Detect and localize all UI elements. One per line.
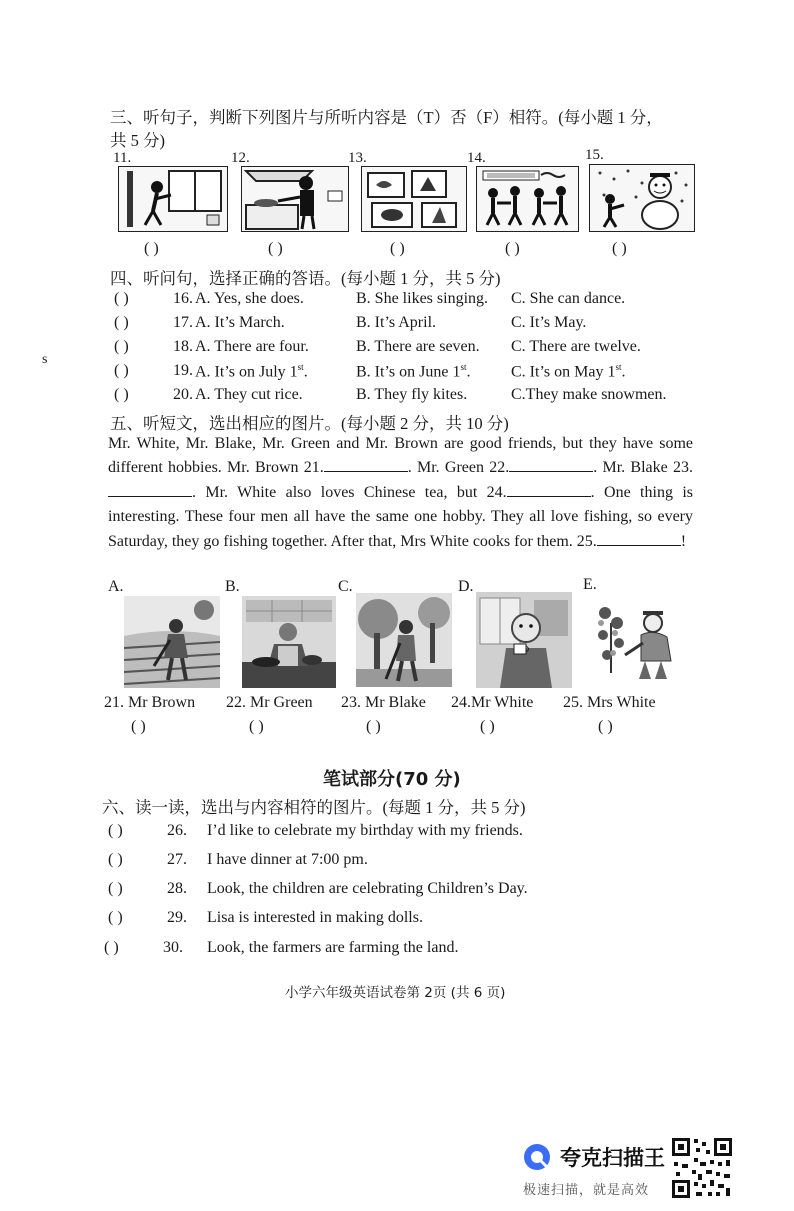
answer-paren[interactable]: ( ) bbox=[598, 718, 613, 735]
question-number: 29. bbox=[167, 909, 187, 926]
written-part-title: 笔试部分(70 分) bbox=[323, 769, 461, 790]
picture-label: 24.Mr White bbox=[451, 694, 534, 711]
option-a: A. Yes, she does. bbox=[195, 290, 304, 307]
item-number: 13. bbox=[348, 150, 367, 166]
answer-paren[interactable]: ( ) bbox=[114, 386, 129, 403]
item-number: 15. bbox=[585, 147, 604, 163]
question-number: 16. bbox=[173, 290, 193, 307]
picture-person-cooking bbox=[241, 166, 349, 232]
option-a: A. There are four. bbox=[195, 338, 309, 355]
option-a: A. They cut rice. bbox=[195, 386, 303, 403]
page-info: 小学六年级英语试卷第 2页 (共 6 页) bbox=[285, 985, 506, 1001]
answer-paren[interactable]: ( ) bbox=[114, 314, 129, 331]
blank-24[interactable] bbox=[507, 482, 591, 497]
question-text: Lisa is interested in making dolls. bbox=[207, 909, 423, 926]
option-letter: C. bbox=[338, 578, 353, 595]
picture-man-gardening-tree bbox=[356, 593, 452, 687]
scanner-brand-icon bbox=[522, 1142, 552, 1172]
question-text: I have dinner at 7:00 pm. bbox=[207, 851, 368, 868]
answer-paren[interactable]: ( ) bbox=[114, 362, 129, 379]
blank-22[interactable] bbox=[509, 457, 593, 472]
picture-label: 21. Mr Brown bbox=[104, 694, 196, 711]
picture-label: 25. Mrs White bbox=[563, 694, 656, 711]
blank-23[interactable] bbox=[108, 482, 192, 497]
passage: Mr. White, Mr. Blake, Mr. Green and Mr. Brown are good friends, but they have some different hobbies. Mr. Brown 21. . Mr. Green 22. . Mr. Blake 23.. Mr. White also loves Chinese tea, but 24. . One thing is interesting. These four men all have the same one hobby. They all love fishing, so every Saturday, they go fishing together. After that, Mrs White cooks for them. 25. ! bbox=[108, 435, 693, 550]
picture-children-dancing bbox=[476, 166, 579, 232]
picture-photo-album bbox=[361, 166, 467, 232]
answer-paren[interactable]: ( ) bbox=[144, 240, 159, 257]
option-b: B. It’s on June 1st. bbox=[356, 362, 471, 381]
item-number: 14. bbox=[467, 150, 486, 166]
option-letter: A. bbox=[108, 578, 124, 595]
option-letter: B. bbox=[225, 578, 240, 595]
item-number: 12. bbox=[231, 150, 250, 166]
section3-title-line1: 三、听句子，判断下列图片与所听内容是（T）否（F）相符。(每小题 1 分， bbox=[110, 108, 663, 127]
option-c: C. It’s on May 1st. bbox=[511, 362, 626, 381]
option-a: A. It’s on July 1st. bbox=[195, 362, 308, 381]
scanner-logo bbox=[522, 1142, 665, 1172]
blank-25[interactable] bbox=[597, 531, 681, 546]
answer-paren[interactable]: ( ) bbox=[108, 822, 123, 839]
picture-man-drinking-tea bbox=[476, 592, 572, 688]
question-number: 27. bbox=[167, 851, 187, 868]
question-text: Look, the farmers are farming the land. bbox=[207, 939, 459, 956]
question-text: Look, the children are celebrating Children’s Day. bbox=[207, 880, 528, 897]
answer-paren[interactable]: ( ) bbox=[108, 880, 123, 897]
scanner-slogan: 极速扫描，就是高效 bbox=[523, 1183, 650, 1198]
section5-title: 五、听短文，选出相应的图片。(每小题 2 分，共 10 分) bbox=[110, 414, 509, 433]
answer-paren[interactable]: ( ) bbox=[131, 718, 146, 735]
picture-person-at-window bbox=[118, 166, 228, 232]
option-b: B. There are seven. bbox=[356, 338, 480, 355]
question-number: 30. bbox=[163, 939, 183, 956]
option-c: C. She can dance. bbox=[511, 290, 626, 307]
picture-label: 23. Mr Blake bbox=[341, 694, 426, 711]
question-number: 17. bbox=[173, 314, 193, 331]
answer-paren[interactable]: ( ) bbox=[104, 939, 119, 956]
picture-snowman bbox=[589, 164, 695, 232]
answer-paren[interactable]: ( ) bbox=[505, 240, 520, 257]
option-a: A. It’s March. bbox=[195, 314, 285, 331]
section6-title: 六、读一读，选出与内容相符的图片。(每题 1 分，共 5 分) bbox=[102, 798, 526, 817]
answer-paren[interactable]: ( ) bbox=[108, 851, 123, 868]
answer-paren[interactable]: ( ) bbox=[114, 338, 129, 355]
option-b: B. They fly kites. bbox=[356, 386, 468, 403]
option-letter: D. bbox=[458, 578, 474, 595]
answer-paren[interactable]: ( ) bbox=[249, 718, 264, 735]
option-c: C.They make snowmen. bbox=[511, 386, 667, 403]
answer-paren[interactable]: ( ) bbox=[114, 290, 129, 307]
option-b: B. She likes singing. bbox=[356, 290, 489, 307]
answer-paren[interactable]: ( ) bbox=[480, 718, 495, 735]
question-number: 28. bbox=[167, 880, 187, 897]
answer-paren[interactable]: ( ) bbox=[390, 240, 405, 257]
option-c: C. It’s May. bbox=[511, 314, 587, 331]
scanner-brand-name: 夸克扫描王 bbox=[560, 1146, 665, 1170]
question-text: I’d like to celebrate my birthday with my friends. bbox=[207, 822, 523, 839]
question-number: 18. bbox=[173, 338, 193, 355]
answer-paren[interactable]: ( ) bbox=[268, 240, 283, 257]
answer-paren[interactable]: ( ) bbox=[366, 718, 381, 735]
picture-woman-cooking bbox=[242, 596, 336, 688]
margin-mark: s bbox=[42, 352, 48, 367]
option-letter: E. bbox=[583, 576, 597, 593]
question-number: 26. bbox=[167, 822, 187, 839]
option-c: C. There are twelve. bbox=[511, 338, 641, 355]
section4-title: 四、听问句，选择正确的答语。(每小题 1 分，共 5 分) bbox=[110, 269, 501, 288]
item-number: 11. bbox=[113, 150, 132, 166]
picture-man-planting-flowers bbox=[593, 593, 687, 687]
section3-title-line2: 共 5 分) bbox=[110, 131, 165, 150]
blank-21[interactable] bbox=[324, 457, 408, 472]
picture-man-farming-field bbox=[124, 596, 220, 688]
answer-paren[interactable]: ( ) bbox=[612, 240, 627, 257]
answer-paren[interactable]: ( ) bbox=[108, 909, 123, 926]
picture-label: 22. Mr Green bbox=[226, 694, 313, 711]
question-number: 20. bbox=[173, 386, 193, 403]
question-number: 19. bbox=[173, 362, 193, 379]
option-b: B. It’s April. bbox=[356, 314, 437, 331]
qr-code-icon bbox=[670, 1136, 734, 1200]
